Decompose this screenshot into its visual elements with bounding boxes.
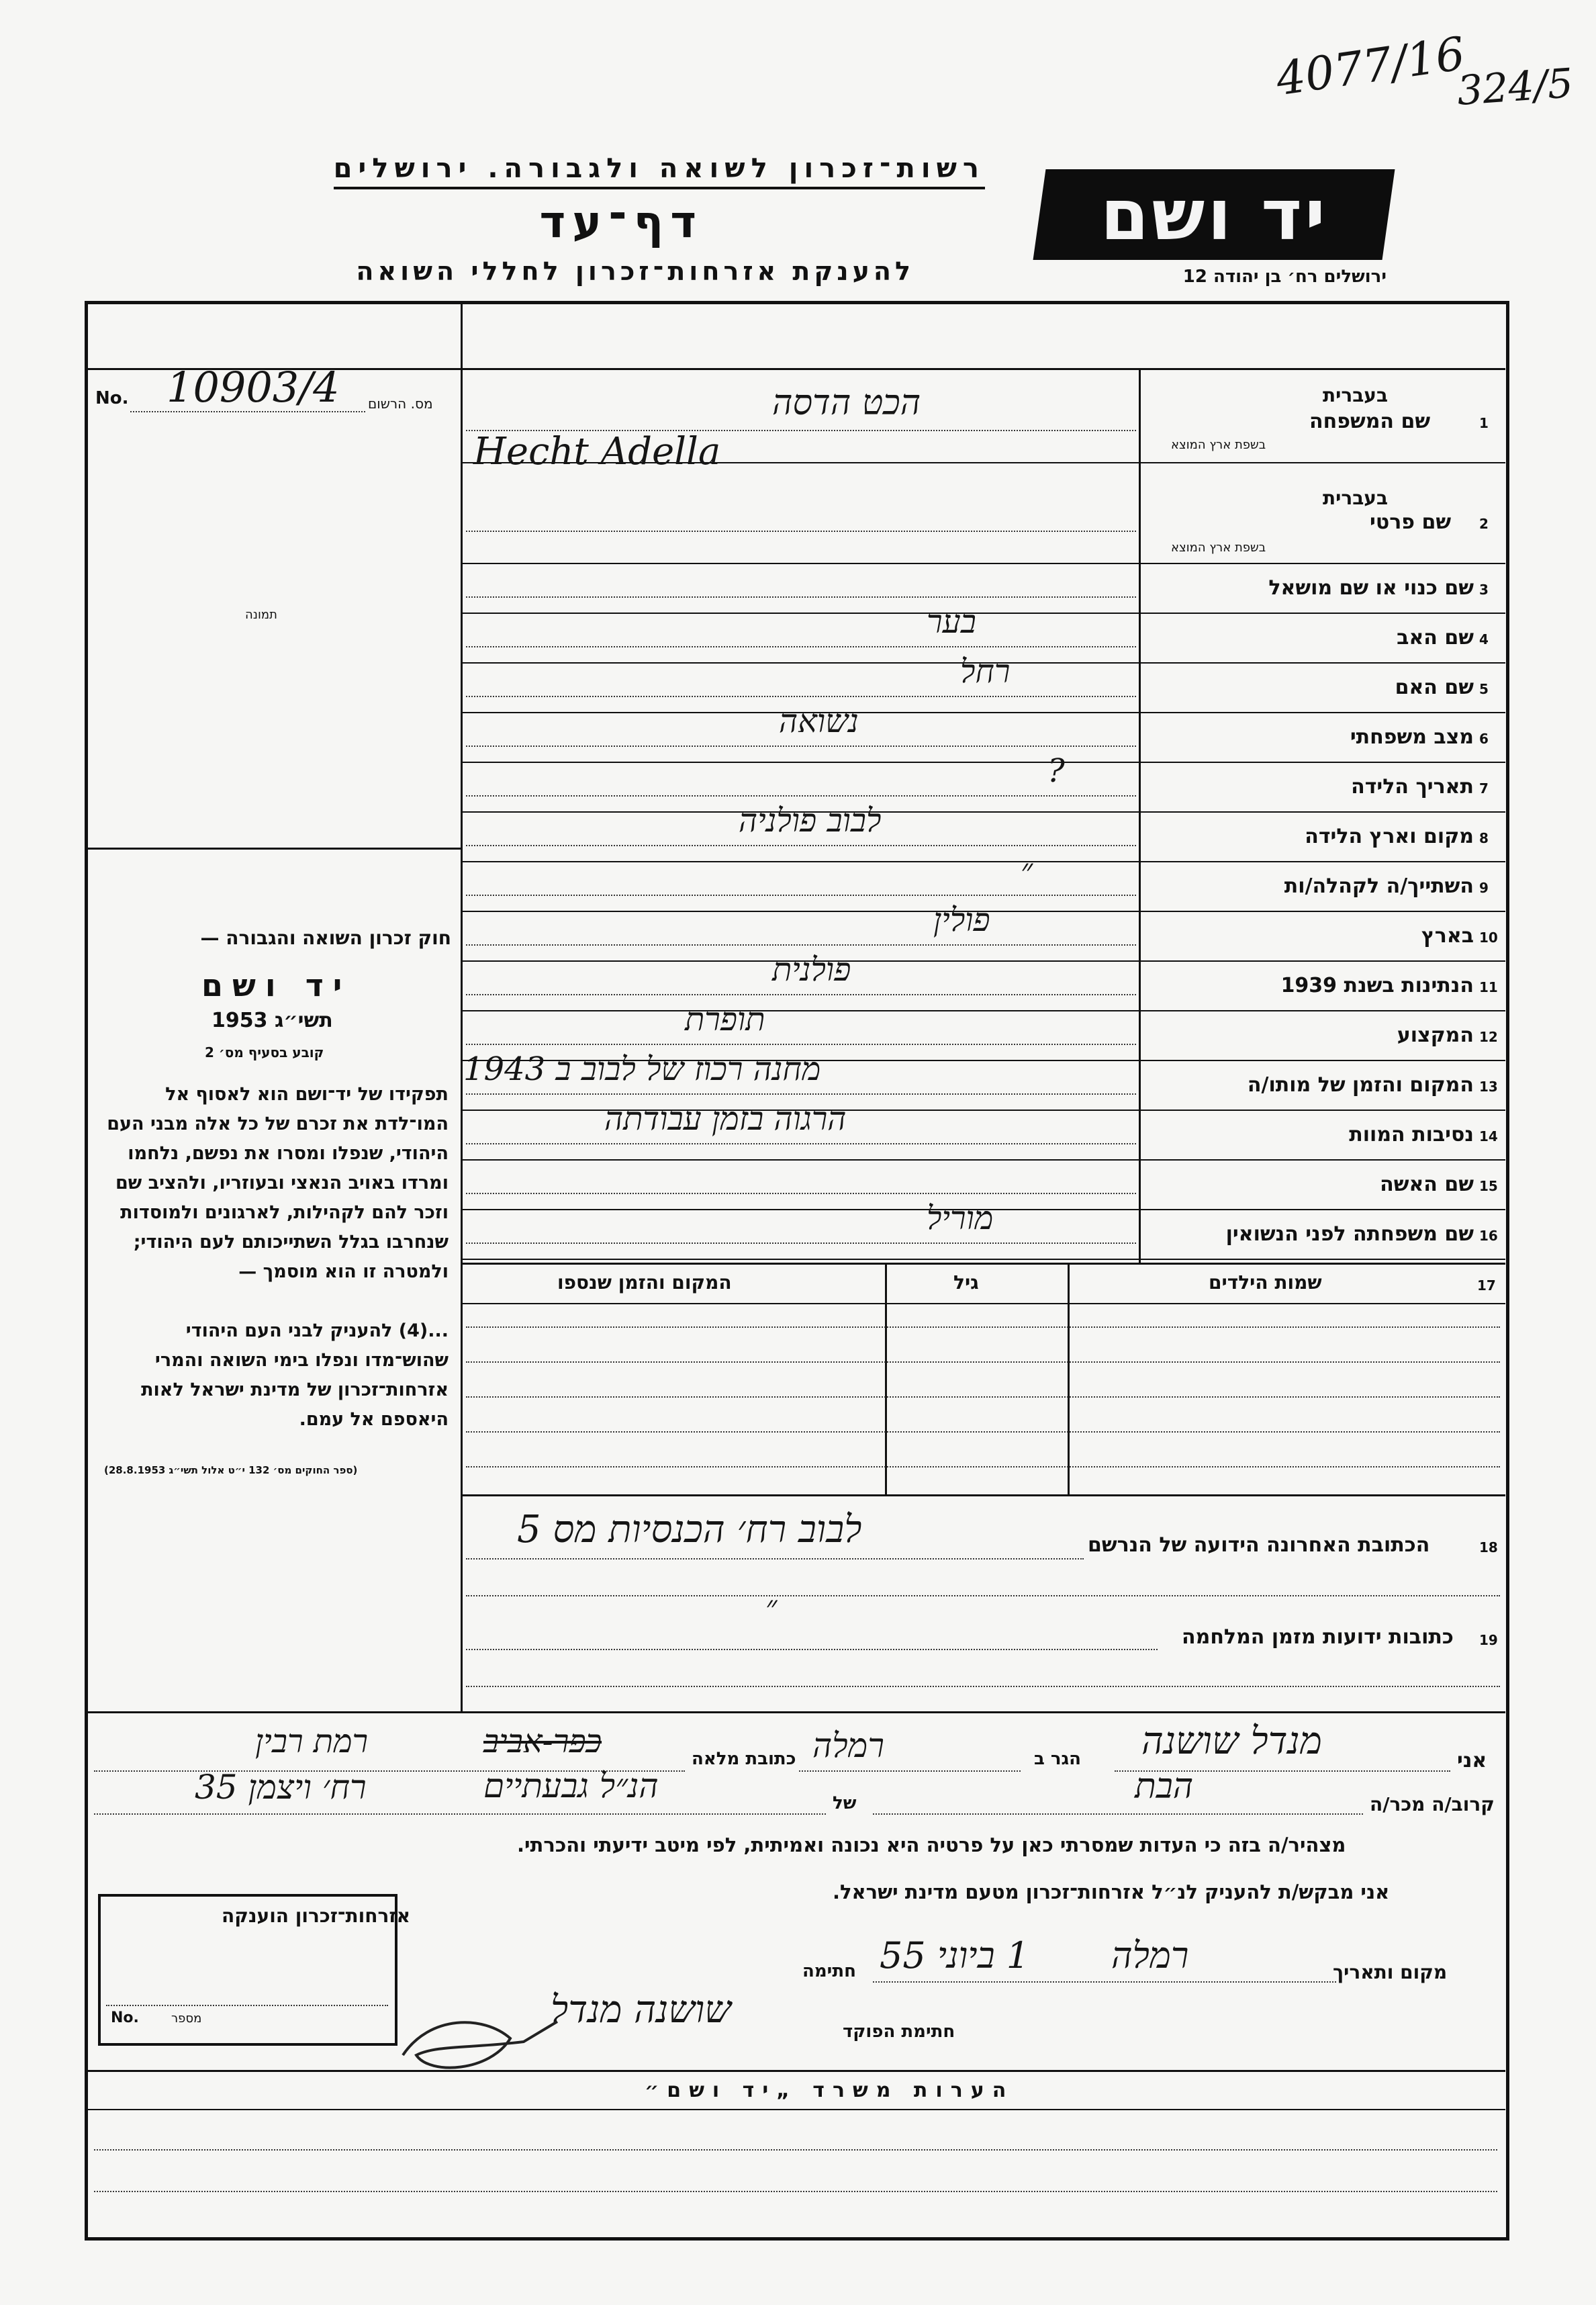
- wartime-address-label: כתובות ידועות מזמן המלחמה: [1182, 1625, 1454, 1649]
- field-5-label: שם האם: [1395, 676, 1474, 699]
- address-ditto: ״: [765, 1588, 778, 1625]
- signature-label: חתימה: [802, 1961, 856, 1981]
- field-12-label: המקצוע: [1397, 1024, 1474, 1047]
- declarant-city: רמלה: [812, 1726, 884, 1765]
- officer-signature: שושנה מנדל: [551, 1988, 731, 2032]
- field-11-number: 11: [1479, 979, 1498, 995]
- declarant-name: מנדל שושנה: [1141, 1719, 1322, 1763]
- field-10-value: פולין: [933, 901, 990, 939]
- field-1-sub: בשפת ארץ המוצא: [1171, 438, 1266, 452]
- field-13-value: מחנה רכוז של לבוב ב 1943: [463, 1050, 821, 1088]
- field-19-number: 19: [1479, 1632, 1498, 1648]
- law-source: (ספר החוקים מס׳ 132 י״ט אלול תשי״ג 28.8.1953): [104, 1464, 358, 1476]
- field-1-number: 1: [1479, 415, 1489, 431]
- declaration-date: 1 ביוני 55: [880, 1934, 1030, 1977]
- declarant-person: הנ״ל גבעתיים: [483, 1766, 659, 1805]
- field-12-value: תופרת: [685, 1001, 765, 1038]
- field-10-number: 10: [1479, 930, 1498, 946]
- children-age-header: גיל: [953, 1271, 979, 1294]
- field-14-value: הרגוה בזמן עבודתה: [604, 1100, 847, 1138]
- field-2-sub: בשפת ארץ המוצא: [1171, 541, 1266, 555]
- field-10-label: בארץ: [1421, 924, 1474, 948]
- children-row-number: 17: [1477, 1277, 1496, 1294]
- law-name: יד ושם: [201, 967, 352, 1003]
- field-2-hebrew-caption: בעברית: [1323, 487, 1389, 509]
- last-address-value: לבוב רח׳ הכנסיות מס 5: [517, 1508, 862, 1551]
- officer-signature-label: חתימת הפוקד: [843, 2022, 955, 2042]
- law-paragraph-1: תפקידו של יד־ושם הוא לאסוף אל המו־לדת את זכרם של כל אלה מבני העם היהודי, שנפלו ומסרו את נפשם, נלחמו ומרדו באויב הנאצי ובעוזריו, ולהציב שם וזכר להם לקהילות, לארגונים ולמוסדות שנחרבו בגלל השתייכותם לעם היהודי; ולמטרה זו הוא מוסמך —: [107, 1084, 449, 1282]
- field-15-number: 15: [1479, 1178, 1498, 1194]
- field-16-number: 16: [1479, 1228, 1498, 1244]
- field-6-value: נשואה: [779, 703, 859, 740]
- field-1-label: שם המשפחה: [1309, 410, 1431, 433]
- full-address-label: כתובת מלאה: [692, 1749, 796, 1769]
- field-16-label: שם משפחתה לפני הנשואין: [1225, 1222, 1474, 1246]
- law-year: תשי״ג 1953: [212, 1009, 333, 1032]
- law-clause: קובע בסעיף מס׳ 2: [205, 1044, 324, 1060]
- field-1-hebrew-caption: בעברית: [1323, 384, 1389, 406]
- reg-he-label: מס. הרשום: [368, 396, 433, 412]
- box-number: 324/5: [1455, 60, 1575, 115]
- field-6-label: מצב משפחתי: [1350, 725, 1474, 749]
- field-11-value: פולנית: [772, 951, 851, 989]
- photo-label: תמונה: [245, 608, 277, 622]
- law-title: חוק זכרון השואה והגבורה —: [200, 927, 451, 949]
- law-paragraph-2: ...(4) להעניק לבני העם היהודי שהוש־מדו ונפלו בימי השואה והמרי אזרחות־זכרון של מדינת ישראל לאות היאספם אל עמם.: [141, 1320, 449, 1430]
- field-12-number: 12: [1479, 1029, 1498, 1045]
- field-3-label: שם כנוי או שם מושאל: [1268, 576, 1474, 600]
- field-8-number: 8: [1479, 830, 1489, 846]
- field-4-number: 4: [1479, 631, 1489, 647]
- archive-number: 4077/16: [1272, 27, 1468, 107]
- field-5-number: 5: [1479, 681, 1489, 697]
- field-15-label: שם האשה: [1380, 1173, 1474, 1196]
- declarant-street: רמת רבין: [255, 1723, 369, 1760]
- field-5-value: רחל: [960, 653, 1011, 690]
- children-names-header: שמות הילדים: [1209, 1271, 1322, 1294]
- field-14-number: 14: [1479, 1128, 1498, 1144]
- page-subtitle: להענקת אזרחות־זכרון לחללי השואה: [356, 257, 914, 286]
- field-2-label: שם פרטי: [1370, 510, 1452, 534]
- field-7-label: תאריך הלידה: [1351, 775, 1474, 799]
- field-18-number: 18: [1479, 1539, 1498, 1555]
- place-date-label: מקום ותאריך: [1333, 1961, 1448, 1983]
- field-9-label: השתייך/ה לקהלה/ות: [1284, 874, 1474, 898]
- last-address-label: הכתובת האחרונה הידועה של הנרשם: [1088, 1533, 1430, 1557]
- declaration-text-1: מצהיר/ה בזה כי העדות שמסרתי כאן על פרטיה היא נכונה ואמיתית, לפי מיטב ידיעתי והכרתי.: [517, 1834, 1346, 1856]
- declarant-ani: אני: [1457, 1749, 1487, 1772]
- registration-number: 10903/4: [167, 363, 340, 412]
- field-14-label: נסיבות המוות: [1349, 1123, 1474, 1146]
- field-8-value: לבוב פולניה: [739, 802, 882, 840]
- declarant-relation: הבת: [1135, 1766, 1194, 1807]
- declarant-street-2: רח׳ ויצמן 35: [195, 1768, 367, 1807]
- page-title: דף־עד: [539, 196, 703, 248]
- relative-label: קרוב/ה מכר/ה: [1370, 1793, 1495, 1815]
- authority-title: רשות־זכרון לשואה ולגבורה. ירושלים: [334, 153, 985, 189]
- declarant-struck-address: כפר-אביב: [483, 1723, 602, 1760]
- logo-text: יד ושם: [1100, 173, 1328, 256]
- field-4-label: שם האב: [1397, 626, 1474, 649]
- field-2-number: 2: [1479, 516, 1489, 532]
- field-4-value: בער: [927, 603, 976, 641]
- field-13-label: המקום והזמן של מותו/ה: [1247, 1073, 1474, 1097]
- yad-vashem-logo: [1033, 169, 1395, 260]
- stamp-no-label: No.: [111, 2009, 139, 2026]
- stamp-no-he: מספר: [171, 2012, 202, 2026]
- field-11-label: הנתינות בשנת 1939: [1280, 974, 1474, 997]
- field-7-number: 7: [1479, 780, 1489, 797]
- declaration-text-2: אני מבקש/ת להעניק לנ״ל אזרחות־זכרון מטעם מדינת ישראל.: [833, 1881, 1390, 1903]
- field-9-number: 9: [1479, 880, 1489, 896]
- field-8-label: מקום וארץ הלידה: [1305, 825, 1474, 848]
- field-16-value: מוריל: [927, 1200, 994, 1237]
- field-2-latin-value: Hecht Adella: [473, 430, 721, 473]
- office-remarks-title: הערות משרד „יד ושם״: [645, 2079, 1015, 2102]
- address-line: ירושלים רח׳ בן יהודה 12: [1182, 267, 1387, 287]
- of-label: של: [833, 1793, 857, 1813]
- field-6-number: 6: [1479, 731, 1489, 747]
- field-7-value: ?: [1047, 752, 1065, 790]
- declaration-place: רמלה: [1111, 1934, 1189, 1977]
- children-place-header: המקום והזמן שנספו: [557, 1271, 732, 1294]
- field-3-number: 3: [1479, 582, 1489, 598]
- lives-label: הגר ב: [1034, 1749, 1082, 1769]
- field-9-value: ״: [1021, 852, 1033, 889]
- field-1-value: הכט הדסה: [772, 383, 921, 423]
- reg-no-label: No.: [95, 388, 129, 408]
- stamp-title: אזרחות־זכרון הוענקה: [222, 1905, 410, 1927]
- field-13-number: 13: [1479, 1079, 1498, 1095]
